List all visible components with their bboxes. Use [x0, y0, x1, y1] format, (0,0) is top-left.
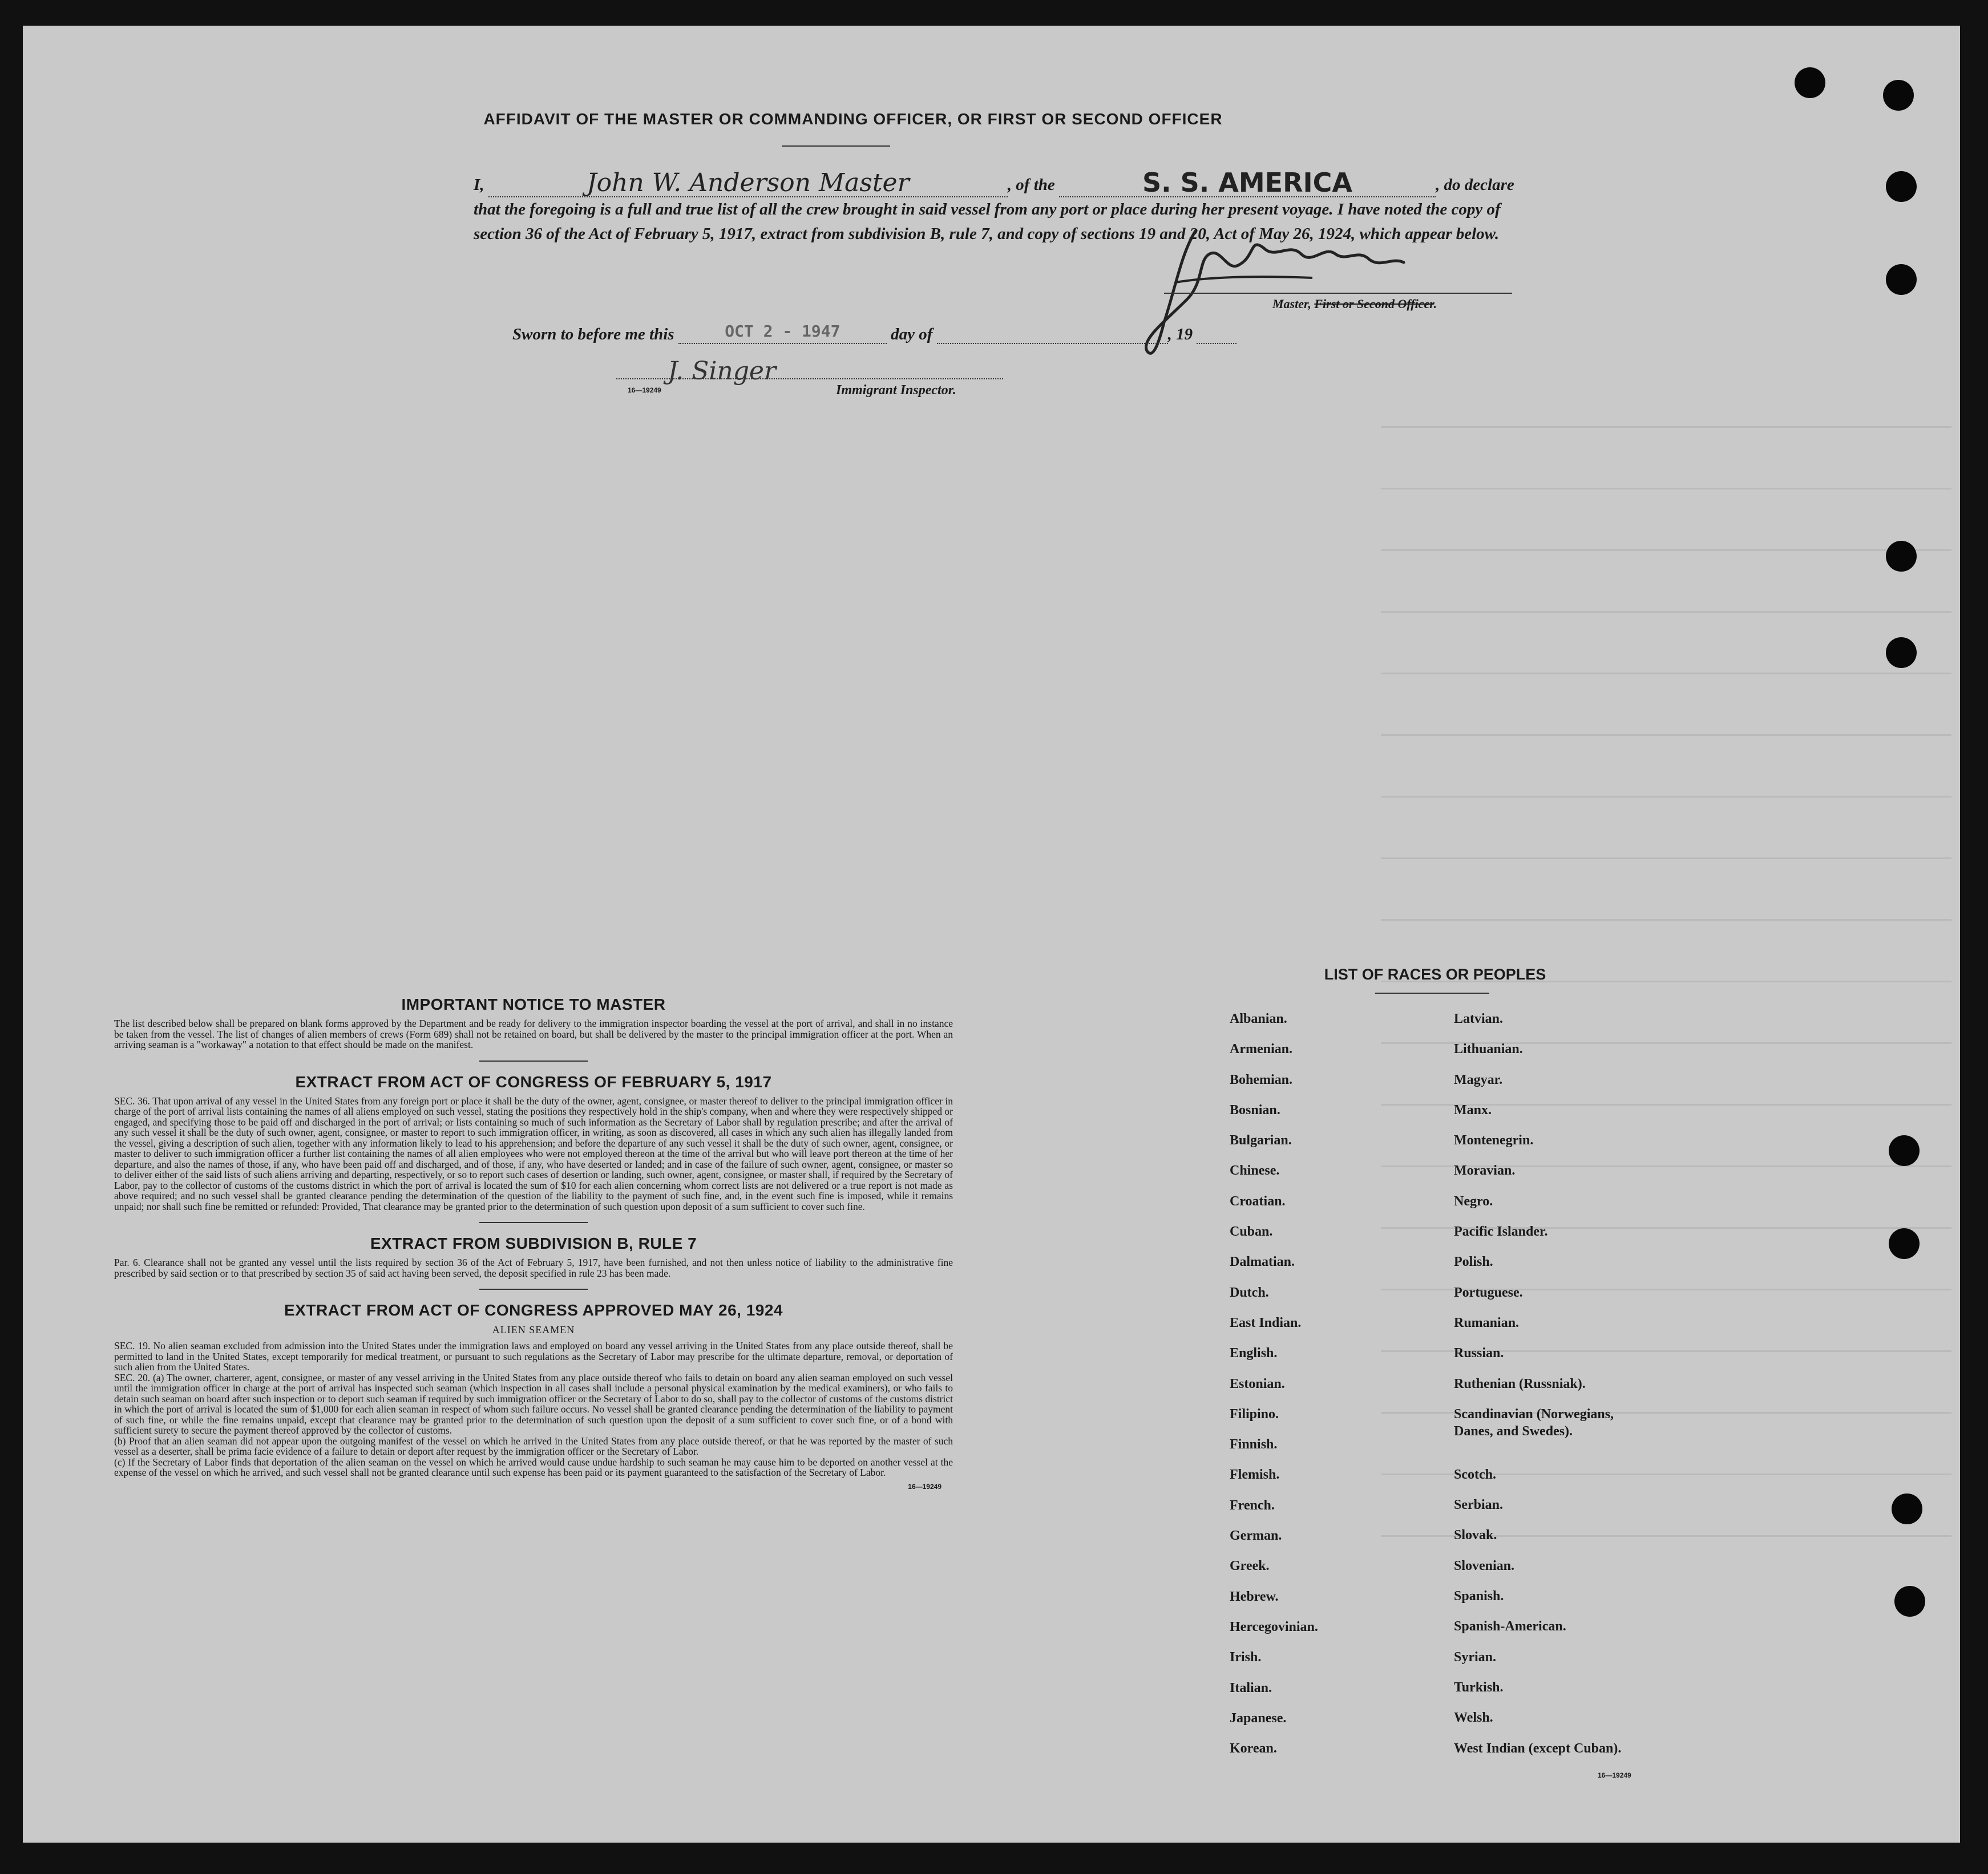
race-item: Armenian.: [1230, 1042, 1292, 1057]
affidavit-of-the: , of the: [1007, 176, 1055, 194]
affidavit-line1: [474, 167, 1541, 198]
race-item: Manx.: [1454, 1102, 1492, 1118]
sworn-line: Sworn to before me this OCT 2 - 1947 day of , 19: [512, 322, 1237, 344]
race-item: Serbian.: [1454, 1497, 1504, 1513]
race-item: Albanian.: [1230, 1011, 1287, 1026]
punch-hole: [1795, 67, 1825, 98]
race-item: Turkish.: [1454, 1679, 1504, 1695]
races-title: LIST OF RACES OR PEOPLES: [1324, 966, 1546, 983]
affidavit-declare: , do declare: [1436, 176, 1514, 194]
races-left-column: [1230, 1011, 1469, 1771]
race-item: Scotch.: [1454, 1467, 1496, 1482]
inspector-signature: J. Singer: [668, 357, 776, 386]
race-item: Montenegrin.: [1454, 1133, 1534, 1148]
punch-hole: [1894, 1586, 1925, 1617]
punch-hole: [1886, 637, 1917, 668]
sec19-text: SEC. 19. No alien seaman excluded from admission into the United States under the immigration laws and employed on board any vessel arriving in the United States from any place outside thereof, shall be permitted to land in the United States, except temporarily for medical treatment, or pursuant to such regulations as the Secretary of Labor may prescribe for the ultimate departure, removal, or deportation of such alien from the United States.: [114, 1340, 953, 1373]
inspector-block: [616, 357, 1004, 408]
signature-caption: Master, First or Second Officer.: [1272, 297, 1437, 311]
affidavit-prefix: I,: [474, 176, 484, 194]
race-item: Dalmatian.: [1230, 1254, 1295, 1270]
extract-rule7-title: EXTRACT FROM SUBDIVISION B, RULE 7: [370, 1235, 697, 1252]
race-item: English.: [1230, 1346, 1278, 1361]
race-item: Russian.: [1454, 1346, 1504, 1361]
race-item: Bosnian.: [1230, 1102, 1280, 1118]
race-item: Slovenian.: [1454, 1558, 1515, 1573]
races-form-code: 16—19249: [1598, 1771, 1631, 1779]
race-item: Polish.: [1454, 1254, 1493, 1270]
divider: [479, 1222, 588, 1223]
affidavit-title: AFFIDAVIT OF THE MASTER OR COMMANDING OFFICER, OR FIRST OR SECOND OFFICER: [483, 110, 1223, 128]
alien-seamen-subtitle: ALIEN SEAMEN: [492, 1324, 575, 1335]
race-item: German.: [1230, 1528, 1282, 1544]
punch-hole: [1883, 80, 1914, 111]
notice-section: [114, 995, 953, 1491]
sworn-month-field: [937, 322, 1168, 344]
extract-1917-text: SEC. 36. That upon arrival of any vessel in the United States from any foreign port or place it shall be the duty of the owner, agent, consignee, or master thereof to deliver to the principal immigration officer in charge of the port of arrival lists containing the names of all aliens employed on such vessel, stating the positions they respectively hold in the ship's company, when and where they were respectively shipped or engaged, and specifying those to be paid off and discharged in the port of arrival; or lists containing so much of such information as the Secretary of Labor shall by regulation prescribe; and after the arrival of any such vessel it shall be the duty of such owner, agent, consignee, or master to report to such immigration officer, in writing, as soon as discovered, all cases in which any such alien has illegally landed from the vessel, giving a description of such alien, together with any information likely to lead to his apprehension; and before the departure of any such vessel it shall be the duty of such owner, agent, consignee, or master to deliver to such immigration officer a further list containing the names of all alien employees who were not employed thereon at the time of the arrival but who will leave port thereon at the time of her departure, and also the names of those, if any, who have been paid off and discharged, and of those, if any, who have deserted or landed; and in case of the failure of such owner, agent, consignee, or master so to deliver either of the said lists of such aliens arriving and departing, respectively, or so to report such cases of desertion or landing, such owner, agent, consignee, or master shall, if required by the Secretary of Labor, pay to the collector of customs of the customs district in which the port of arrival is located the sum of $10 for each alien concerning whom correct lists are not delivered or a true report is not made as above required; and no such vessel shall be granted clearance pending the determination of the question of the liability to the payment of such fine, and, in the event such fine is imposed, while it remains unpaid; nor shall such fine be remitted or refunded: Provided, That clearance may be granted prior to the determination of such question upon deposit of a sum sufficient to cover such fine.: [114, 1095, 953, 1212]
punch-hole: [1886, 541, 1917, 572]
master-name-handwriting: John W. Anderson Master: [586, 168, 910, 197]
race-item: Hebrew.: [1230, 1589, 1279, 1604]
race-item: Magyar.: [1454, 1072, 1503, 1087]
races-title-rule: [1375, 993, 1489, 994]
race-item: Rumanian.: [1454, 1315, 1520, 1330]
race-item: Spanish.: [1454, 1589, 1504, 1604]
race-item: Irish.: [1230, 1650, 1262, 1665]
sec20c-text: (c) If the Secretary of Labor finds that deportation of the alien seaman on the vessel on which he arrived would cause undue hardship to such seaman he may cause him to be deported on another vessel at the expense of the vessel on which he arrived, and such vessel shall not be granted clearance until such expense has been paid or its payment guaranteed to the satisfaction of the Secretary of Labor.: [114, 1456, 953, 1478]
race-item: Lithuanian.: [1454, 1042, 1523, 1057]
signature-rule: [1164, 293, 1512, 294]
race-item: Flemish.: [1230, 1467, 1280, 1483]
extract-1924-title: EXTRACT FROM ACT OF CONGRESS APPROVED MAY 26, 1924: [284, 1301, 783, 1319]
races-right-column: [1454, 1011, 1694, 1771]
race-item: French.: [1230, 1497, 1275, 1513]
punch-hole: [1886, 171, 1917, 202]
race-item: Italian.: [1230, 1680, 1272, 1695]
sec20a-text: SEC. 20. (a) The owner, charterer, agent, consignee, or master of any vessel arriving in the United States from any place outside thereof who fails to detain on board any alien seaman employed on such vessel until the immigration officer in charge at the port of arrival has inspected such seaman (which inspection in all cases shall include a personal physical examination by the medical examiners), or who fails to detain such seaman on board after such inspection or to deport such seaman if required by such immigration officer or the Secretary of Labor to do so, shall pay to the collector of customs of the customs district in which the port of arrival is located the sum of $1,000 for each alien seaman in respect of whom such failure occurs. No vessel shall be granted clearance pending the determination of the liability to payment of such fine, or while the fine remains unpaid, except that clearance may be granted prior to the determination of such question upon the deposit of a sum sufficient to cover such fine, or of a bond with sufficient surety to secure the payment thereof approved by the collector of customs.: [114, 1371, 953, 1436]
notice-title: IMPORTANT NOTICE TO MASTER: [401, 995, 666, 1013]
race-item: Chinese.: [1230, 1163, 1280, 1179]
vessel-name-value: S. S. AMERICA: [1142, 167, 1352, 198]
master-name-field: [488, 168, 1008, 197]
race-item: East Indian.: [1230, 1315, 1302, 1330]
affidavit-body: that the foregoing is a full and true list of all the crew brought in said vessel from any port or place during her present voyage. I have noted the copy of section 36 of the Act of February 5, 1917, extract from subdivision B, rule 7, and copy of sections 19 and 20, Act of May 26, 1924, which appear below.: [474, 200, 1501, 243]
date-stamp: OCT 2 - 1947: [725, 322, 841, 341]
race-item: Hercegovinian.: [1230, 1619, 1318, 1634]
race-item: Portuguese.: [1454, 1285, 1523, 1300]
race-item: Spanish-American.: [1454, 1619, 1566, 1634]
race-item: Syrian.: [1454, 1649, 1497, 1665]
title-rule: [782, 145, 890, 147]
race-item: West Indian (except Cuban).: [1454, 1741, 1622, 1756]
race-item: Danes, and Swedes).: [1454, 1423, 1573, 1439]
punch-hole: [1886, 264, 1917, 295]
extract-rule7-text: Par. 6. Clearance shall not be granted any vessel until the lists required by section 36 of the Act of February 5, 1917, have been furnished, and not then unless notice of liability to the administrative fine prescribed by said section or to that prescribed by section 35 of said act having been served, the deposit specified in rule 23 has been made.: [114, 1257, 953, 1279]
extract-1917-title: EXTRACT FROM ACT OF CONGRESS OF FEBRUARY 5, 1917: [295, 1072, 772, 1091]
punch-hole: [1889, 1135, 1920, 1166]
race-item: Japanese.: [1230, 1710, 1287, 1726]
form-sheet: [23, 26, 1960, 1843]
race-item: Estonian.: [1230, 1376, 1285, 1391]
race-item: Pacific Islander.: [1454, 1224, 1548, 1240]
notice-text: The list described below shall be prepared on blank forms approved by the Department and be ready for delivery to the immigration inspector boarding the vessel at the port of arrival, and shall in no instance be taken from the vessel. The list of changes of alien members of crews (Form 689) shall not be retained on board, but shall be delivered by the master to the principal immigration officer at the port. When an arriving seaman is a "workaway" a notation to that effect should be made on the manifest.: [114, 1018, 953, 1050]
vessel-name-field: [1059, 167, 1436, 198]
race-item: Negro.: [1454, 1193, 1493, 1209]
race-item: Korean.: [1230, 1741, 1277, 1756]
race-item: Slovak.: [1454, 1528, 1497, 1543]
race-item: Moravian.: [1454, 1163, 1516, 1179]
race-item: Welsh.: [1454, 1710, 1493, 1726]
race-item: Greek.: [1230, 1559, 1270, 1574]
inspector-caption: Immigrant Inspector.: [836, 383, 956, 398]
form-code: 16—19249: [628, 386, 661, 394]
race-item: Cuban.: [1230, 1224, 1273, 1240]
race-item: Bulgarian.: [1230, 1133, 1292, 1148]
race-item: Dutch.: [1230, 1285, 1269, 1300]
sec20b-text: (b) Proof that an alien seaman did not appear upon the outgoing manifest of the vessel on which he arrived in the United States from any place outside thereof, or that he was reported by the master of such vessel as a deserter, shall be prima facie evidence of a failure to detain or deport after request by the immigration officer or the Secretary of Labor.: [114, 1435, 953, 1457]
punch-hole: [1892, 1493, 1922, 1524]
master-signature: [1141, 208, 1438, 368]
sworn-year-field: [1197, 322, 1237, 344]
punch-hole: [1889, 1228, 1920, 1259]
race-item: Latvian.: [1454, 1011, 1504, 1026]
race-item: Croatian.: [1230, 1193, 1286, 1209]
race-item: Scandinavian (Norwegians,: [1454, 1406, 1614, 1422]
race-item: Finnish.: [1230, 1437, 1278, 1452]
race-item: Filipino.: [1230, 1406, 1279, 1422]
race-item: Ruthenian (Russniak).: [1454, 1376, 1586, 1391]
race-item: Bohemian.: [1230, 1072, 1293, 1087]
divider: [479, 1061, 588, 1062]
divider: [479, 1289, 588, 1290]
notice-form-code: 16—19249: [908, 1482, 942, 1491]
sworn-date-field: [678, 322, 887, 344]
